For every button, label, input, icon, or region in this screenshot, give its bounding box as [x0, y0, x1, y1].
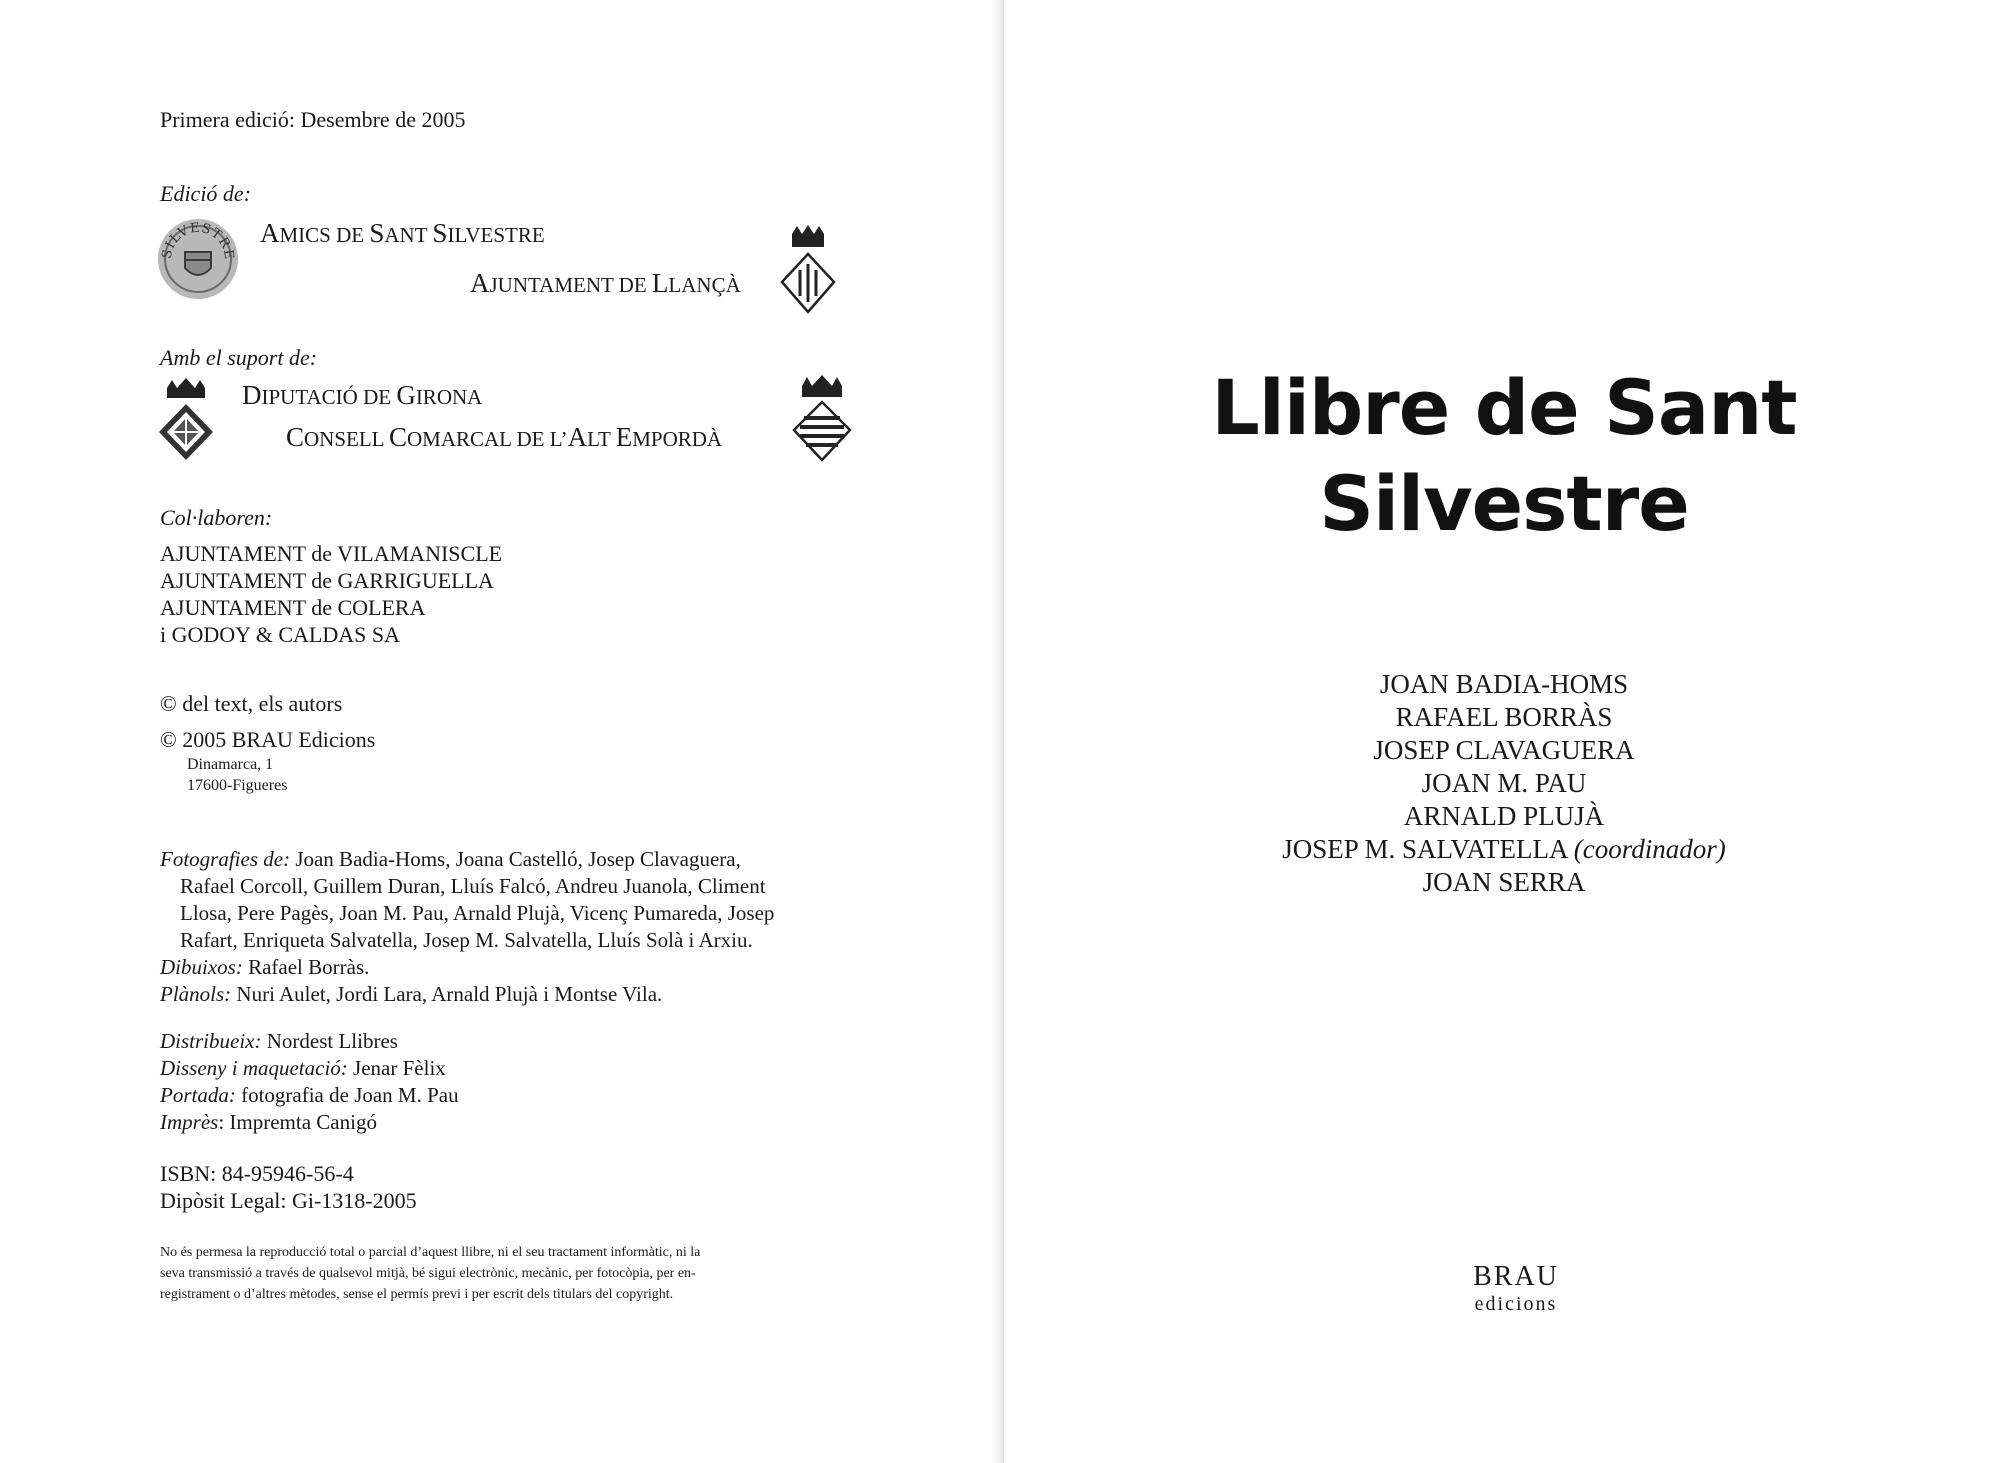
author-name: ARNALD PLUJÀ: [1403, 801, 1605, 831]
support-consell-comarcal: CONSELL COMARCAL DE L’ALT EMPORDÀ: [286, 422, 723, 452]
silvestre-seal-logo: [155, 216, 241, 302]
author-name: JOAN BADIA-HOMS: [1379, 669, 1629, 699]
collaborator-garriguella: AJUNTAMENT de GARRIGUELLA: [160, 568, 494, 593]
address-street: Dinamarca, 1: [187, 756, 274, 773]
author-name-coordinator: JOSEP M. SALVATELLA (coordinador): [1282, 834, 1726, 864]
publisher-name: BRAU: [1473, 1261, 1559, 1292]
rights-notice-line-3: registrament o d’altres mètodes, sense el permís previ i per escrit dels titulars del copyright.: [160, 1287, 674, 1302]
collaborator-colera: AJUNTAMENT de COLERA: [160, 595, 426, 620]
plans-credit: Plànols: Nuri Aulet, Jordi Lara, Arnald Plujà i Montse Vila.: [160, 982, 663, 1006]
rights-notice-line-1: No és permesa la reproducció total o parcial d’aquest llibre, ni el seu tractament informàtic, ni la: [160, 1245, 701, 1260]
photos-credit-line-4: Rafart, Enriqueta Salvatella, Josep M. Salvatella, Lluís Solà i Arxiu.: [180, 928, 753, 952]
book-title-line-2: Silvestre: [1319, 459, 1689, 548]
cover-credit: Portada: fotografia de Joan M. Pau: [160, 1083, 459, 1107]
address-city: 17600-Figueres: [187, 777, 288, 794]
edited-by-label: Edició de:: [160, 181, 252, 206]
photos-credit-line-3: Llosa, Pere Pagès, Joan M. Pau, Arnald Plujà, Vicenç Pumareda, Josep: [180, 901, 775, 925]
copyright-text: © del text, els autors: [160, 691, 343, 716]
photos-credit-line-2: Rafael Corcoll, Guillem Duran, Lluís Falcó, Andreu Juanola, Climent: [180, 874, 766, 898]
consell-comarcal-coat-of-arms-icon: [790, 372, 854, 464]
isbn: ISBN: 84-95946-56-4: [160, 1161, 354, 1186]
publisher-amics: AMICS DE SANT SILVESTRE: [260, 218, 545, 248]
collaborator-godoy-caldas: i GODOY & CALDAS SA: [160, 622, 400, 647]
author-name: JOAN M. PAU: [1421, 768, 1587, 798]
collaborator-vilamaniscle: AJUNTAMENT de VILAMANISCLE: [160, 541, 503, 566]
collaborate-label: Col·laboren:: [160, 505, 273, 530]
distribution-credit: Distribueix: Nordest Llibres: [160, 1029, 398, 1053]
seal-inscription: SILVESTRE: [159, 220, 237, 262]
edition-line: Primera edició: Desembre de 2005: [160, 107, 466, 132]
support-label: Amb el suport de:: [160, 345, 318, 370]
copyright-editions: © 2005 BRAU Edicions: [160, 727, 376, 752]
book-title-line-1: Llibre de Sant: [1211, 363, 1797, 452]
author-list: [1204, 668, 1804, 899]
photos-credit-line-1: Fotografies de: Joan Badia-Homs, Joana Castelló, Josep Clavaguera,: [160, 847, 741, 871]
author-name: JOAN SERRA: [1422, 867, 1586, 897]
print-credit: Imprès: Impremta Canigó: [160, 1110, 377, 1134]
llanca-coat-of-arms-icon: [778, 224, 838, 316]
author-name: RAFAEL BORRÀS: [1395, 702, 1613, 732]
rights-notice-line-2: seva transmissió a través de qualsevol mitjà, bé sigui electrònic, mecànic, per fotocòpia, per en-: [160, 1266, 696, 1281]
publisher-imprint: [1416, 1262, 1616, 1316]
book-title: [1204, 360, 1804, 552]
author-name: JOSEP CLAVAGUERA: [1373, 735, 1635, 765]
drawings-credit: Dibuixos: Rafael Borràs.: [160, 955, 370, 979]
legal-deposit: Dipòsit Legal: Gi-1318-2005: [160, 1188, 417, 1213]
support-diputacio-girona: DIPUTACIÓ DE GIRONA: [242, 380, 483, 410]
publisher-ajuntament-llanca: AJUNTAMENT DE LLANÇÀ: [470, 268, 741, 298]
publisher-subtitle: edicions: [1474, 1293, 1558, 1315]
design-credit: Disseny i maquetació: Jenar Fèlix: [160, 1056, 446, 1080]
diputacio-girona-coat-of-arms-icon: [155, 374, 217, 464]
